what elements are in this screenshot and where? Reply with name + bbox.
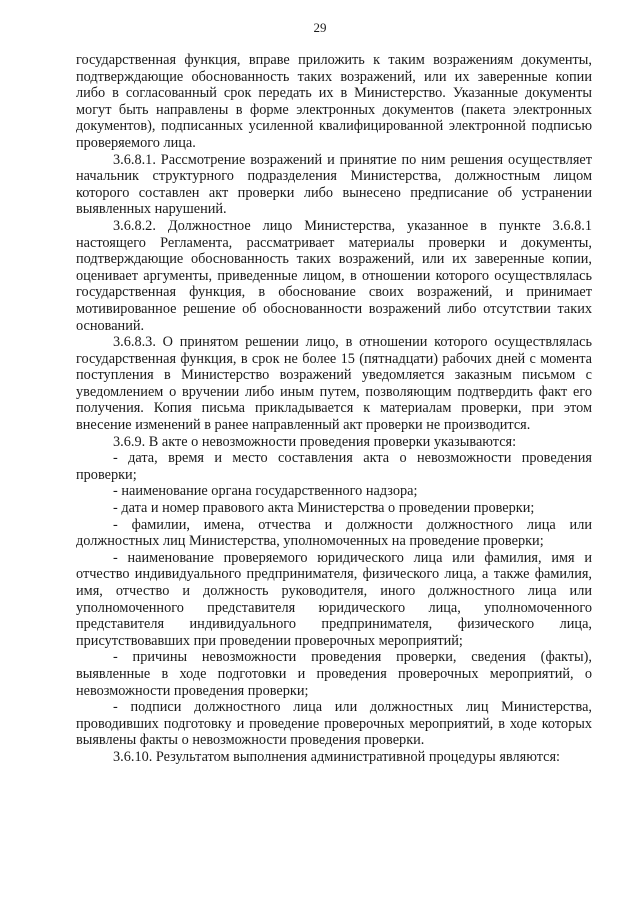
paragraph-3-6-9: 3.6.9. В акте о невозможности проведения проверки указываются: xyxy=(113,433,517,450)
list-item-act-date-number: - дата и номер правового акта Министерства о проведении проверки; xyxy=(113,500,535,517)
document-body xyxy=(76,52,592,766)
page-number: 29 xyxy=(313,20,327,35)
list-item-reasons: - причины невозможности проведения проверки, сведения (факты), выявленные в ходе подготовки и проведения проверочных мероприятий, о невозможности проведения проверки; xyxy=(76,649,592,699)
list-item-inspected-entity: - наименование проверяемого юридического лица или фамилия, имя и отчество индивидуального предпринимателя, физического лица, а также фамилия, имя, отчество и должность руководителя, иного должностного лица или уполномоченного представителя юридического лица, уполномоченного представителя индивидуального предпринимателя, физического лица, присутствовавших при проведении проверочных мероприятий; xyxy=(76,549,592,649)
paragraph-3-6-8-2: 3.6.8.2. Должностное лицо Министерства, указанное в пункте 3.6.8.1 настоящего Регламента, рассматривает материалы проверки и документы, подтверждающие обоснованность таких возражений, или их заверенные копии, оценивает аргументы, приведенные лицом, в отношении которого осуществлялась государственная функция, в обоснование своих возражений, и принимает мотивированное решение об обоснованности возражений либо отсутствии таких оснований. xyxy=(76,217,592,334)
paragraph-3-6-10: 3.6.10. Результатом выполнения административной процедуры являются: xyxy=(113,748,561,765)
paragraph-3-6-8-3: 3.6.8.3. О принятом решении лицо, в отношении которого осуществлялась государственная функция, в срок не более 15 (пятнадцати) рабочих дней с момента поступления в Министерство возражений уведомляется заказным письмом с уведомлением о вручении либо иным путем, позволяющим подтвердить факт его получения. Копия письма прикладывается к материалам проверки, при этом внесение изменений в ранее направленный акт проверки не производится. xyxy=(76,334,592,434)
list-item-signatures: - подписи должностного лица или должностных лиц Министерства, проводивших подготовку и проведение проверочных мероприятий, в ходе которых выявлены факты о невозможности проведения проверки. xyxy=(76,699,592,749)
list-item-date-time-place: - дата, время и место составления акта о невозможности проведения проверки; xyxy=(76,450,592,483)
paragraph-3-6-8-1: 3.6.8.1. Рассмотрение возражений и принятие по ним решения осуществляет начальник структурного подразделения Министерства, должностным лицом которого составлен акт проверки либо вынесено предписание об устранении выявленных нарушений. xyxy=(76,151,592,218)
list-item-authority-name: - наименование органа государственного надзора; xyxy=(113,483,418,500)
list-item-officials-names: - фамилии, имена, отчества и должности должностного лица или должностных лиц Министерства, уполномоченных на проведение проверки; xyxy=(76,516,592,550)
paragraph-continuation: государственная функция, вправе приложить к таким возражениям документы, подтверждающие обоснованность таких возражений, или их заверенные копии либо в согласованный срок передать их в Министерство. Указанные документы могут быть направлены в форме электронных документов (пакета электронных документов), подписанных усиленной квалифицированной электронной подписью проверяемого лица. xyxy=(76,52,592,151)
